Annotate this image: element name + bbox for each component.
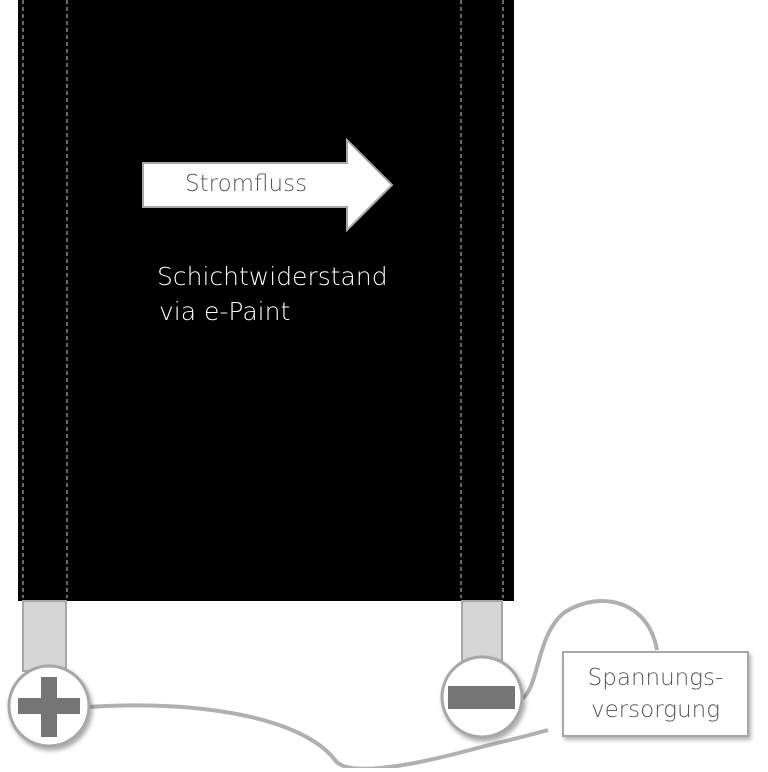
layer-label-line1: Schichtwiderstand (157, 262, 388, 291)
terminal-tab-plus (23, 601, 66, 671)
layer-label-line2: via e-Paint (159, 297, 291, 326)
minus-icon (448, 686, 515, 709)
arrow-label: Stromfluss (185, 171, 308, 197)
terminal-tab-minus (462, 601, 502, 663)
supply-label-line2: versorgung (590, 697, 721, 723)
supply-label-line1: Spannungs- (587, 665, 724, 691)
power-supply-box (562, 651, 749, 737)
